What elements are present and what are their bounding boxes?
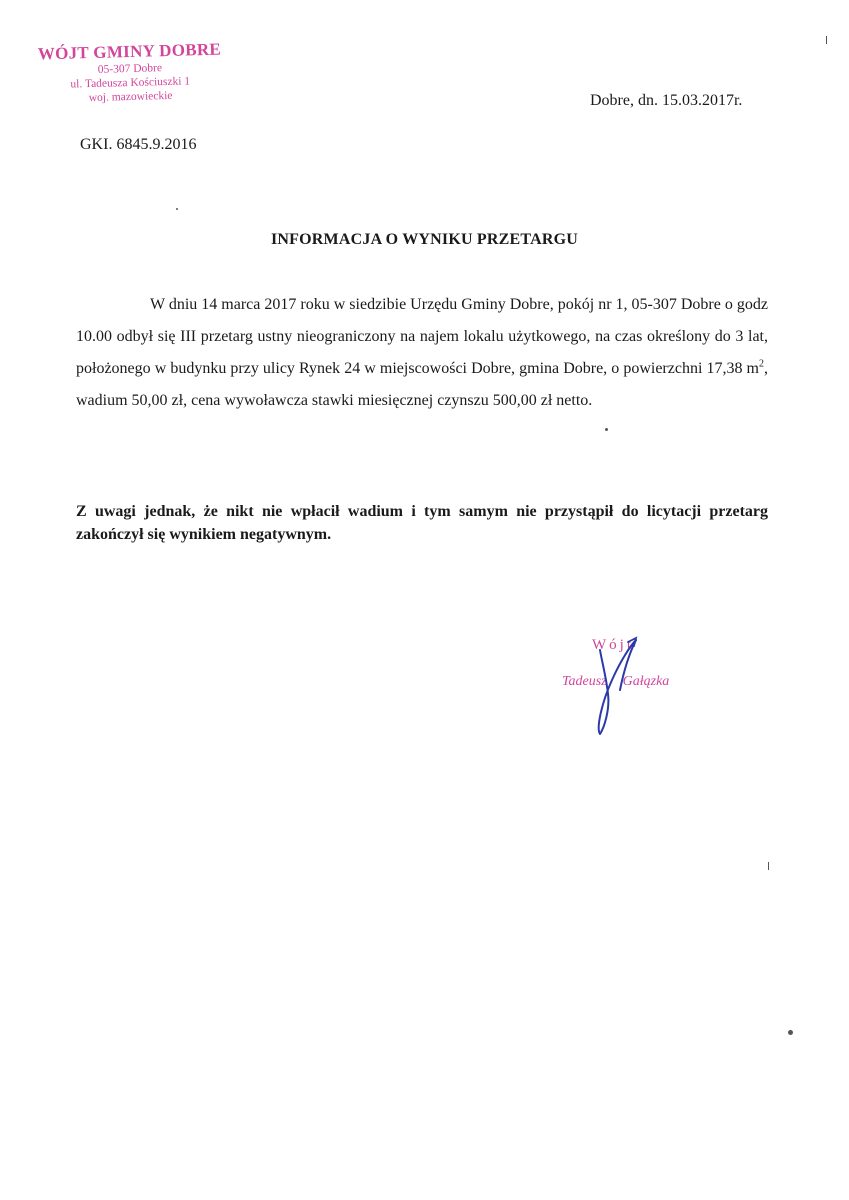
document-heading: INFORMACJA O WYNIKU PRZETARGU — [271, 231, 578, 248]
stamp-title: WÓJT GMINY DOBRE — [37, 39, 222, 64]
scan-speck — [826, 36, 827, 44]
signatory-first-name: Tadeusz — [562, 674, 607, 689]
body-text-main: W dniu 14 marca 2017 roku w siedzibie Urzędu Gminy Dobre, pokój nr 1, 05-307 Dobre o godz 10.00 odbył się III przetarg ustny nieograniczony na najem lokalu użytkowego, na czas określony do 3 lat, położonego w budynku przy ulicy Rynek 24 w miejscowości Dobre, gmina Dobre, o powierzchni 17,38 m — [76, 296, 768, 377]
stamp-street: ul. Tadeusza Kościuszki 1 — [70, 75, 191, 91]
handwritten-signature — [580, 632, 650, 742]
reference-number: GKI. 6845.9.2016 — [80, 136, 197, 153]
stamp-region: woj. mazowieckie — [88, 89, 173, 105]
stamp-postal: 05-307 Dobre — [97, 62, 163, 76]
signatory-title: Wójt — [592, 637, 634, 653]
area-unit-superscript: 2 — [759, 358, 764, 370]
body-paragraph — [76, 289, 768, 417]
body-text-end: , wadium 50,00 zł, cena wywoławcza stawki miesięcznej czynszu 500,00 zł netto. — [76, 360, 768, 409]
signatory-last-name: Gałązka — [622, 674, 670, 689]
document-date: Dobre, dn. 15.03.2017r. — [590, 92, 743, 109]
office-stamp — [29, 39, 231, 106]
scan-speck — [605, 428, 608, 431]
scan-speck — [768, 862, 769, 870]
scan-speck — [788, 1030, 793, 1035]
scan-speck — [176, 208, 178, 210]
conclusion-paragraph: Z uwagi jednak, że nikt nie wpłacił wadium i tym samym nie przystąpił do licytacji przetarg zakończył się wynikiem negatywnym. — [76, 503, 768, 543]
